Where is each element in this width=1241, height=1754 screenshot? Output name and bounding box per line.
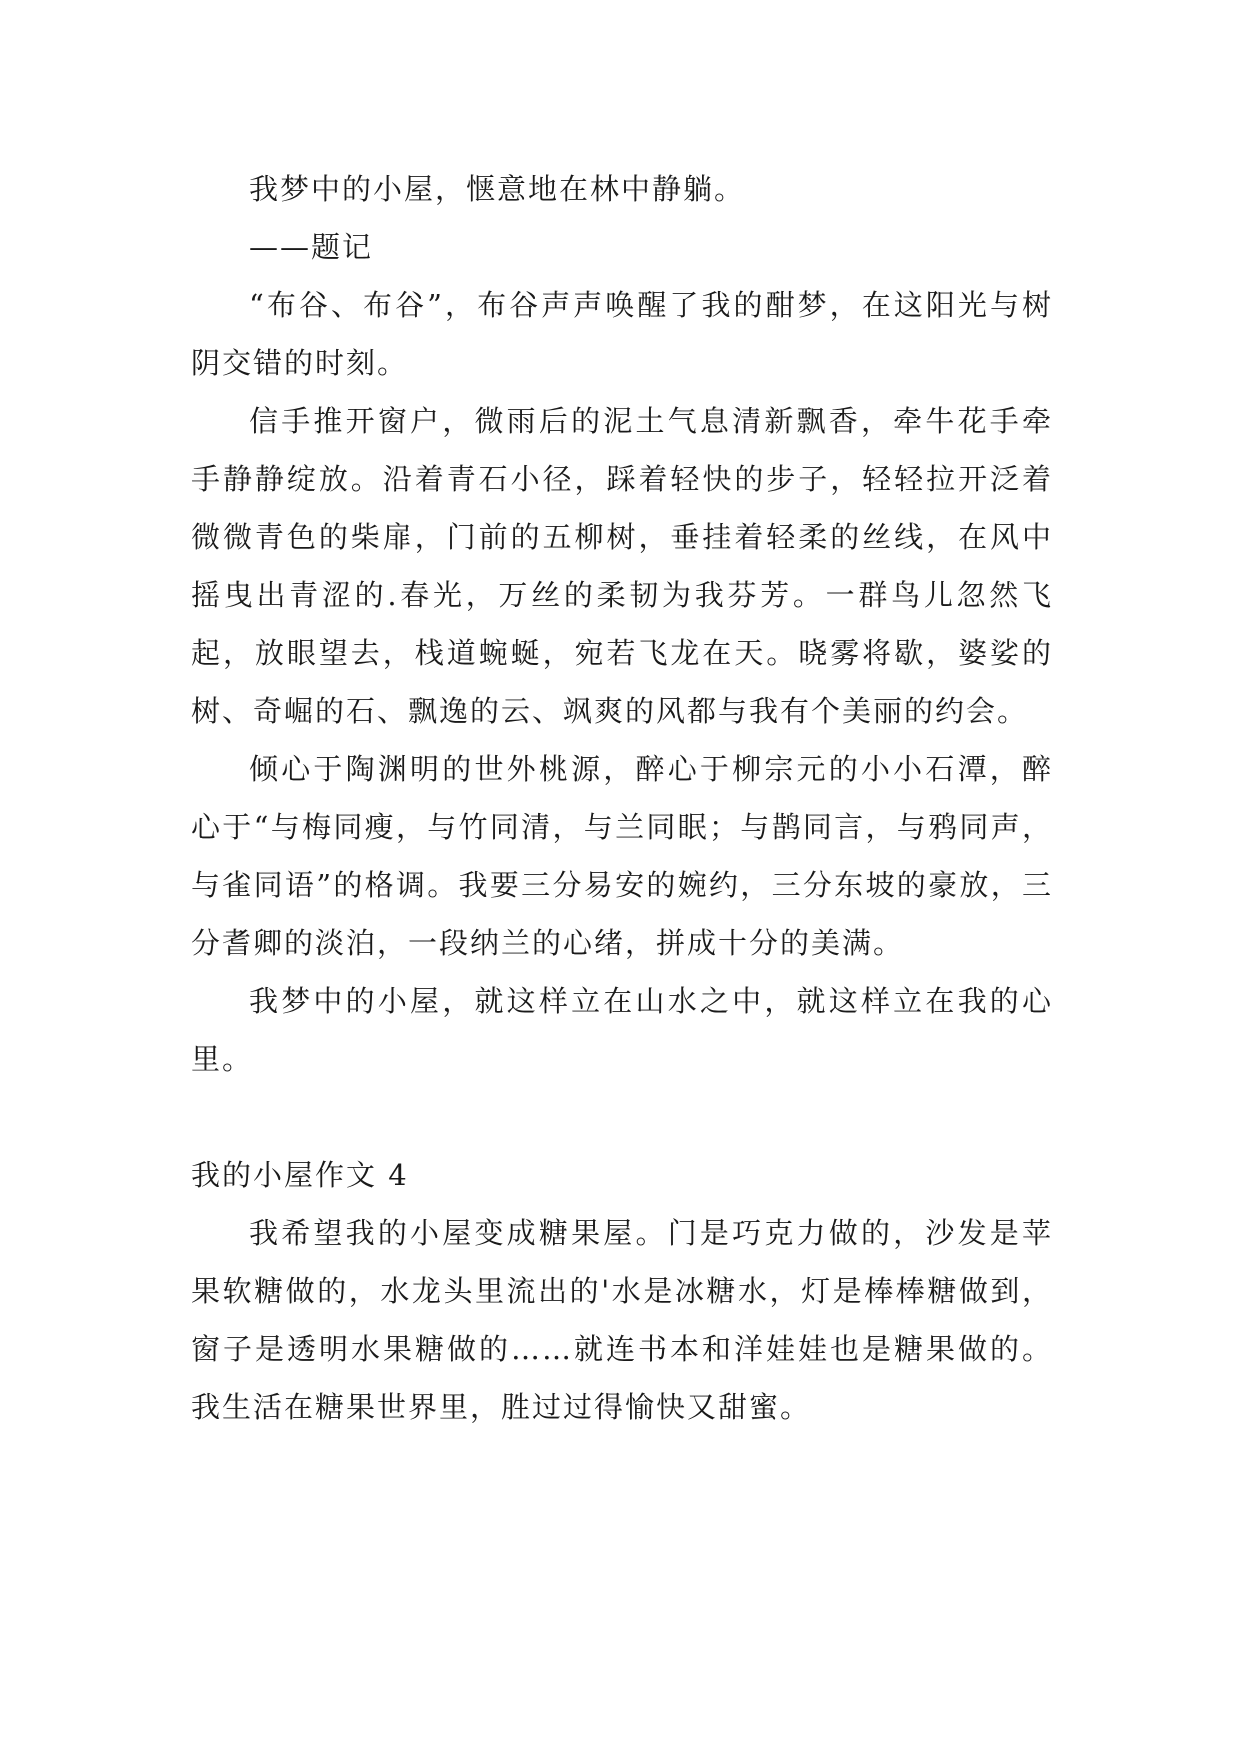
epigraph-attribution: ——题记 (249, 230, 374, 264)
body-paragraph: 信手推开窗户，微雨后的泥土气息清新飘香，牵牛花手牵手静静绽放。沿着青石小径，踩着轻快的步子，轻轻拉开泛着微微青色的柴扉，门前的五柳树，垂挂着轻柔的丝线，在风中摇曳出青涩的.春光，万丝的柔韧为我芬芳。一群鸟儿忽然飞起，放眼望去，栈道蜿蜒，宛若飞龙在天。晓雾将歇，婆娑的树、奇崛的石、飘逸的云、飒爽的风都与我有个美丽的约会。 (191, 404, 1053, 728)
body-paragraph: “布谷、布谷”，布谷声声唤醒了我的酣梦，在这阳光与树阴交错的时刻。 (191, 288, 1053, 380)
body-paragraph: 倾心于陶渊明的世外桃源，醉心于柳宗元的小小石潭，醉心于“与梅同瘦，与竹同清，与兰同眠；与鹊同言，与鸦同声，与雀同语”的格调。我要三分易安的婉约，三分东坡的豪放，三分耆卿的淡泊，一段纳兰的心绪，拼成十分的美满。 (191, 752, 1053, 960)
body-paragraph: 我希望我的小屋变成糖果屋。门是巧克力做的，沙发是苹果软糖做的，水龙头里流出的'水是冰糖水，灯是棒棒糖做到，窗子是透明水果糖做的……就连书本和洋娃娃也是糖果做的。我生活在糖果世界里，胜过过得愉快又甜蜜。 (191, 1216, 1053, 1424)
body-paragraph: 我梦中的小屋，就这样立在山水之中，就这样立在我的心里。 (191, 984, 1053, 1076)
epigraph-line: 我梦中的小屋，惬意地在林中静躺。 (249, 172, 746, 206)
document-body (191, 160, 1053, 1436)
section-title: 我的小屋作文 4 (191, 1158, 409, 1192)
